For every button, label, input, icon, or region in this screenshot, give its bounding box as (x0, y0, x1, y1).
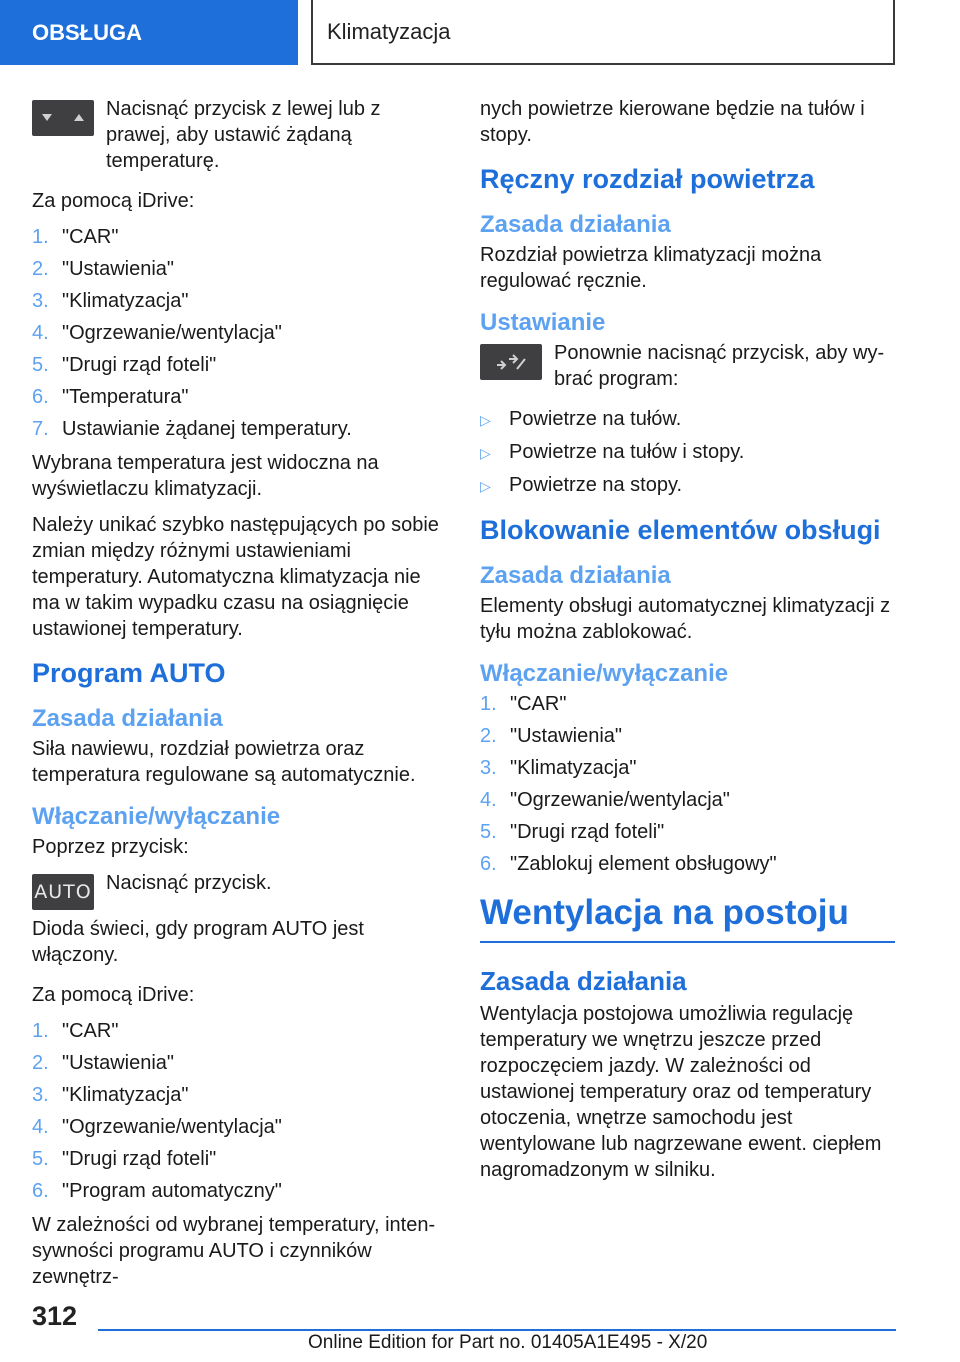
heading-zasada: Zasada działania (480, 562, 671, 589)
list-item: 3. "Klimatyzacja" (32, 1084, 189, 1106)
steps-list-temperature (32, 224, 447, 442)
list-item: 6. "Program automatyczny" (32, 1180, 282, 1202)
list-item: 1. "CAR" (480, 693, 567, 715)
triangle-bullet-icon: ▷ (480, 445, 491, 461)
list-item: 2. "Ustawienia" (32, 258, 175, 280)
list-item: 5. "Drugi rząd foteli" (480, 821, 665, 843)
left-column (32, 96, 447, 1304)
heading-wentylacja-postoju: Wentylacja na postoju (480, 891, 895, 943)
temp-instruction: Nacisnąć przycisk z lewej lub z prawej, aby ustawić żądaną temperaturę. (106, 98, 381, 172)
idrive-label: Za pomocą iDrive: (32, 190, 195, 212)
paragraph: Siła nawiewu, rozdział powietrza oraz temperatura regulowane są automatycznie. (32, 738, 416, 786)
steps-list-lock (480, 691, 895, 877)
list-item: 2. "Ustawienia" (32, 1052, 175, 1074)
steps-list-auto (32, 1018, 447, 1204)
list-item: 6. "Zablokuj element obsługowy" (480, 853, 777, 875)
heading-wlaczanie: Włączanie/wyłączanie (32, 803, 281, 830)
heading-ustawianie: Ustawianie (480, 309, 606, 336)
list-item: 4. "Ogrzewanie/wentylacja" (32, 322, 282, 344)
heading-blokowanie: Blokowanie elementów obsługi (480, 515, 881, 545)
paragraph: Elementy obsługi automatycznej klimatyzacji z tyłu można zablokować. (480, 595, 891, 643)
section-title: OBSŁUGA (32, 19, 142, 45)
list-item: 4. "Ogrzewanie/wentylacja" (32, 1116, 282, 1138)
paragraph: Rozdział powietrza klimatyzacji można regulować ręcznie. (480, 244, 822, 292)
list-item: 7. Ustawianie żądanej temperatury. (32, 418, 352, 440)
list-item: ▷ Powietrze na stopy. (480, 472, 895, 499)
list-item: 2. "Ustawienia" (480, 725, 623, 747)
list-item: ▷ Powietrze na tułów. (480, 406, 895, 433)
chapter-header (311, 0, 895, 65)
list-item: 5. "Drugi rząd foteli" (32, 1148, 217, 1170)
page-number: 312 (32, 1301, 78, 1331)
heading-reczny-rozdzial: Ręczny rozdział powietrza (480, 164, 815, 194)
list-item: 3. "Klimatyzacja" (32, 290, 189, 312)
heading-wlaczanie: Włączanie/wyłączanie (480, 660, 729, 687)
list-item: 1. "CAR" (32, 226, 119, 248)
idrive-label: Za pomocą iDrive: (32, 984, 195, 1006)
temperature-button-icon (32, 100, 94, 136)
footer-divider (98, 1329, 896, 1331)
paragraph: Wybrana temperatura jest widoczna na wyświetlaczu klimatyzacji. (32, 452, 379, 500)
paragraph: Ponownie nacisnąć przycisk, aby wybrać program: (554, 342, 885, 390)
program-options-list (480, 406, 895, 499)
footer-edition: Online Edition for Part no. 01405A1E495 - X/20 (308, 1332, 708, 1353)
paragraph: Należy unikać szybko następujących po sobie zmian między różnymi ustawieniami temperatury. Automatyczna klimatyzacja nie ma w takim wypadku czasu na osiągnięcie ustawionej temperatury. (32, 514, 439, 640)
heading-program-auto: Program AUTO (32, 658, 226, 688)
section-tab (0, 0, 298, 65)
list-item: 1. "CAR" (32, 1020, 119, 1042)
airflow-icon (491, 351, 531, 373)
paragraph: Dioda świeci, gdy program AUTO jest włączony. (32, 918, 364, 966)
paragraph: W zależności od wybranej temperatury, intensywności programu AUTO i czynników zewnętrz- (32, 1214, 436, 1288)
air-distribution-button-icon (480, 344, 542, 380)
list-item: 4. "Ogrzewanie/wentylacja" (480, 789, 730, 811)
paragraph: Wentylacja postojowa umożliwia regulację temperatury we wnętrzu jeszcze przed rozpoczęciem jazdy. W zależności od ustawionej temperatury oraz od temperatury otoczenia, wnętrze samochodu jest wentylowane lub nagrzewane ewent. ciepłem nagromadzonym w silniku. (480, 1003, 882, 1181)
triangle-bullet-icon: ▷ (480, 478, 491, 494)
list-item: 5. "Drugi rząd foteli" (32, 354, 217, 376)
paragraph: Nacisnąć przycisk. (106, 872, 272, 894)
heading-zasada: Zasada działania (480, 211, 671, 238)
paragraph: nych powietrze kierowane będzie na tułów i stopy. (480, 98, 865, 146)
arrows-down-up-icon (38, 111, 88, 125)
paragraph: Poprzez przycisk: (32, 836, 189, 858)
airflow-button-row (480, 340, 895, 392)
triangle-bullet-icon: ▷ (480, 412, 491, 428)
auto-button-row (32, 870, 447, 910)
heading-zasada: Zasada działania (32, 705, 223, 732)
heading-zasada: Zasada działania (480, 966, 687, 996)
list-item: 3. "Klimatyzacja" (480, 757, 637, 779)
list-item: ▷ Powietrze na tułów i stopy. (480, 439, 895, 466)
temp-button-row (32, 96, 447, 174)
chapter-title: Klimatyzacja (327, 18, 451, 44)
auto-button-icon: AUTO (32, 874, 94, 910)
right-column (480, 96, 895, 1197)
list-item: 6. "Temperatura" (32, 386, 189, 408)
